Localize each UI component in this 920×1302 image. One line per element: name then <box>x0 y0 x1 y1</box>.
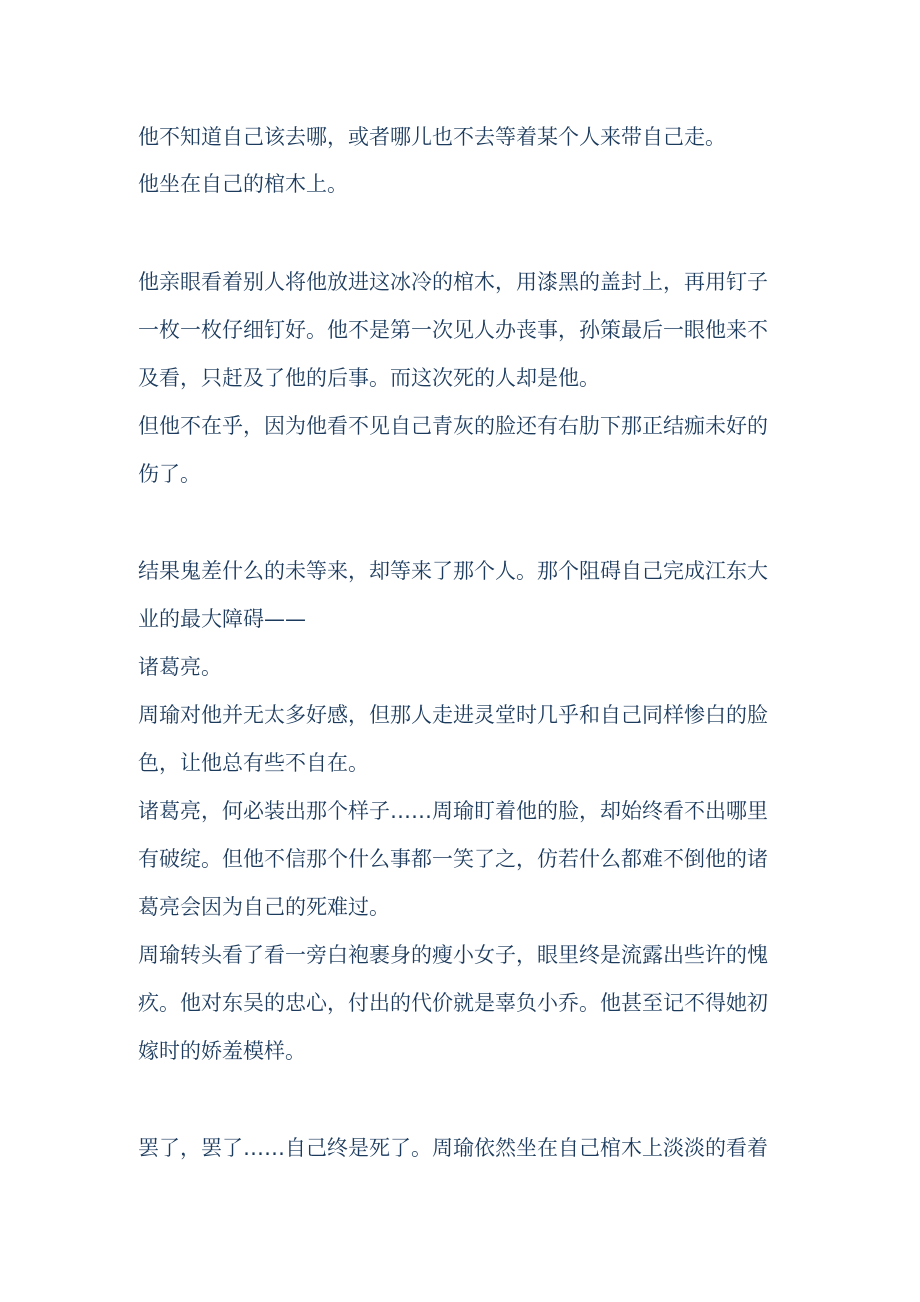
text-line: 业的最大障碍—— <box>138 607 306 631</box>
text-line: 他不知道自己该去哪，或者哪儿也不去等着某个人来带自己走。 <box>138 125 726 149</box>
text-line: 诸葛亮，何必装出那个样子……周瑜盯着他的脸，却始终看不出哪里 <box>138 799 768 823</box>
text-line: 及看，只赶及了他的后事。而这次死的人却是他。 <box>138 366 600 390</box>
text-line: 诸葛亮。 <box>138 655 222 679</box>
text-line: 但他不在乎，因为他看不见自己青灰的脸还有右肋下那正结痂未好的 <box>138 414 768 438</box>
text-line: 一枚一枚仔细钉好。他不是第一次见人办丧事，孙策最后一眼他来不 <box>138 318 768 342</box>
text-line: 他亲眼看着别人将他放进这冰冷的棺木，用漆黑的盖封上，再用钉子 <box>138 270 768 294</box>
text-line: 周瑜对他并无太多好感，但那人走进灵堂时几乎和自己同样惨白的脸 <box>138 703 768 727</box>
text-line: 葛亮会因为自己的死难过。 <box>138 895 390 919</box>
text-line: 疚。他对东吴的忠心，付出的代价就是辜负小乔。他甚至记不得她初 <box>138 991 768 1015</box>
text-line: 嫁时的娇羞模样。 <box>138 1039 306 1063</box>
text-line: 结果鬼差什么的未等来，却等来了那个人。那个阻碍自己完成江东大 <box>138 559 768 583</box>
text-line: 罢了，罢了……自己终是死了。周瑜依然坐在自己棺木上淡淡的看着 <box>138 1136 768 1160</box>
text-line: 色，让他总有些不自在。 <box>138 751 369 775</box>
text-line: 周瑜转头看了看一旁白袍裹身的瘦小女子，眼里终是流露出些许的愧 <box>138 943 768 967</box>
text-line: 有破绽。但他不信那个什么事都一笑了之，仿若什么都难不倒他的诸 <box>138 847 768 871</box>
text-line: 伤了。 <box>138 462 201 486</box>
text-line: 他坐在自己的棺木上。 <box>138 172 348 196</box>
